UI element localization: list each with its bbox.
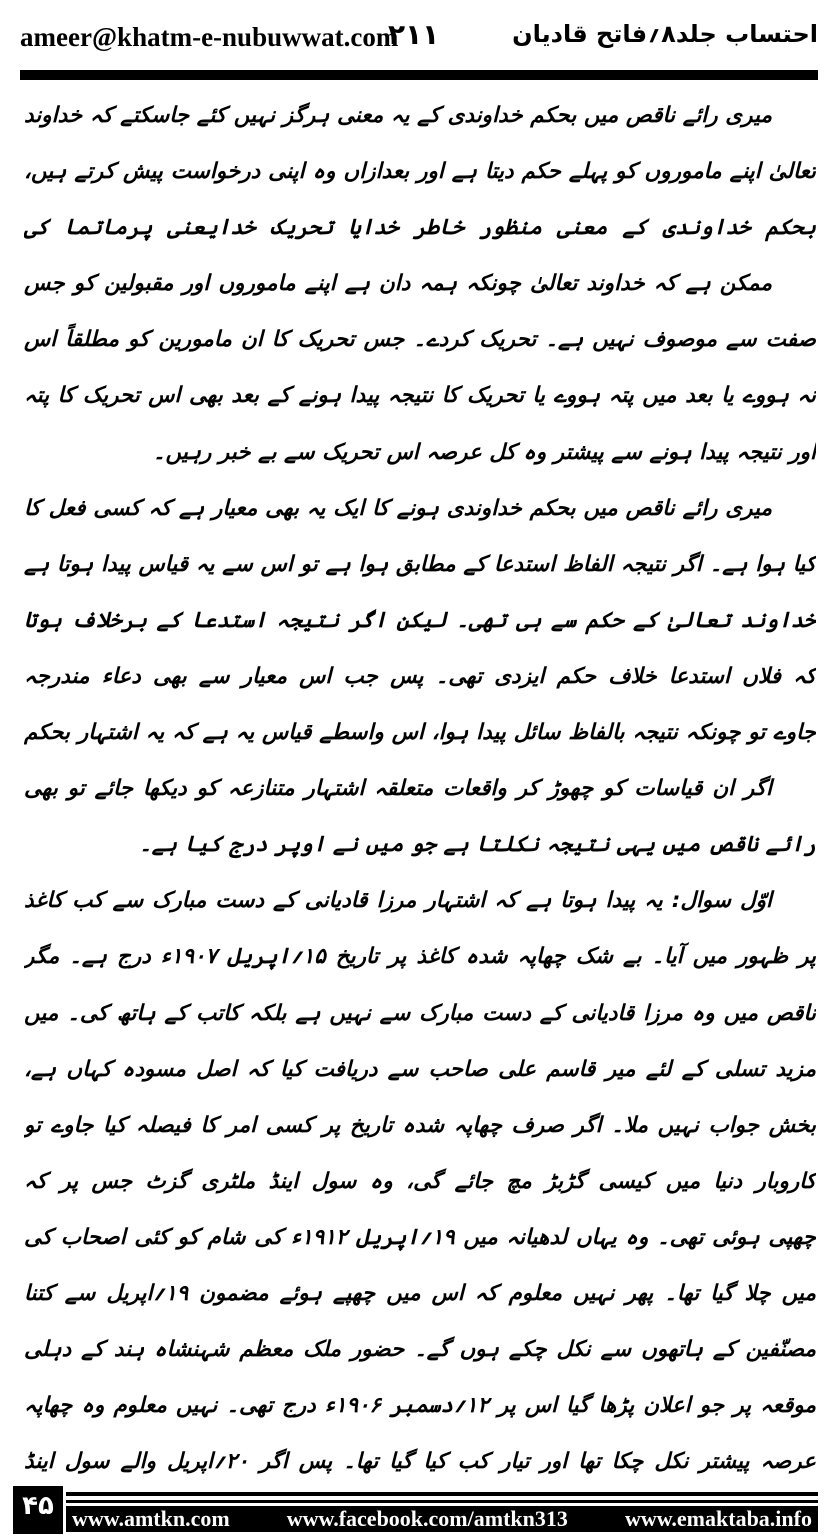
footer-divider: [66, 1500, 818, 1503]
sheet-number: ۴۵: [13, 1486, 63, 1534]
text-line: جاوے تو چونکہ نتیجہ بالفاظ سائل پیدا ہوا، اس واسطے قیاس یہ ہے کہ یہ اشتہار بحکم: [24, 720, 816, 746]
text-line: چھپی ہوئی تھی۔ وہ یہاں لدھیانہ میں ۱۹؍اپریل ۱۹۱۲ء کی شام کو کئی اصحاب کی: [24, 1224, 816, 1250]
text-line: عرصہ پیشتر نکل چکا تھا اور تیار کب کیا گیا تھا۔ پس اگر ۲۰؍اپریل والے سول اینڈ: [24, 1449, 816, 1475]
footer-link[interactable]: www.facebook.com/amtkn313: [286, 1506, 568, 1531]
text-line: مزید تسلی کے لئے میر قاسم علی صاحب سے دریافت کیا کہ اصل مسودہ کہاں ہے،: [24, 1056, 816, 1082]
text-line: موقعہ پر جو اعلان پڑھا گیا اس پر ۱۲؍دسمبر ۱۹۰۶ء درج تھی۔ نہیں معلوم وہ چھاپہ: [24, 1393, 816, 1419]
body-text: [24, 88, 816, 1490]
text-line: مصنّفین کے ہاتھوں سے نکل چکے ہوں گے۔ حضور ملک معظم شہنشاہ ہند کے دہلی: [24, 1337, 816, 1363]
text-line: بخش جواب نہیں ملا۔ اگر صرف چھاپہ شدہ تاریخ پر کسی امر کا فیصلہ کیا جاوے تو: [24, 1112, 816, 1138]
text-line: میری رائے ناقص میں بحکم خداوندی ہونے کا ایک یہ بھی معیار ہے کہ کسی فعل کا: [24, 495, 772, 521]
text-line: میری رائے ناقص میں بحکم خداوندی کے یہ معنی ہرگز نہیں کئے جاسکتے کہ خداوند: [24, 103, 772, 128]
text-line: رائے ناقص میں یہی نتیجہ نکلتا ہے جو میں نے اوپر درج کیا ہے۔: [139, 832, 816, 858]
footer-link[interactable]: www.amtkn.com: [72, 1506, 230, 1531]
page-number: ۲۱۱: [388, 18, 440, 51]
text-line: خداوند تعالیٰ کے حکم سے ہی تھی۔ لیکن اگر نتیجہ استدعا کے برخلاف ہوتا: [24, 607, 816, 633]
text-line: ممکن ہے کہ خداوند تعالیٰ چونکہ ہمہ دان ہے اپنے ماموروں اور مقبولین کو جس: [24, 271, 772, 297]
header-email: ameer@khatm-e-nubuwwat.com: [20, 22, 399, 52]
text-line: کیا ہوا ہے۔ اگر نتیجہ الفاظ استدعا کے مطابق ہوا ہے تو اس سے یہ قیاس پیدا ہوتا ہے: [24, 551, 816, 577]
text-line: ناقص میں وہ مرزا قادیانی کے دست مبارک سے نہیں ہے بلکہ کاتب کے ہاتھ کی۔ میں: [24, 1000, 816, 1026]
footer-links: [66, 1506, 818, 1532]
text-line: اور نتیجہ پیدا ہونے سے پیشتر وہ کل عرصہ اس تحریک سے بے خبر رہیں۔: [152, 439, 816, 465]
footer-link[interactable]: www.emaktaba.info: [624, 1506, 812, 1531]
text-line: کاروبار دنیا میں کیسی گڑبڑ مچ جائے گی، وہ سول اینڈ ملٹری گزٹ جس پر کہ: [24, 1168, 816, 1194]
text-line: صفت سے موصوف نہیں ہے۔ تحریک کردے۔ جس تحریک کا ان مامورین کو مطلقاً اس: [24, 327, 816, 353]
text-line: بحکم خداوندی کے معنی منظور خاطر خدایا تحریک خدایعنی پرماتما کی: [24, 215, 816, 241]
footer-divider: [66, 1492, 818, 1496]
text-line: اگر ان قیاسات کو چھوڑ کر واقعات متعلقہ اشتہار متنازعہ کو دیکھا جائے تو بھی: [24, 776, 772, 802]
text-line: اوّل سوال: یہ پیدا ہوتا ہے کہ اشتہار مرزا قادیانی کے دست مبارک سے کب کاغذ: [24, 888, 772, 914]
text-line: کہ فلاں استدعا خلاف حکم ایزدی تھی۔ پس جب اس معیار سے بھی دعاء مندرجہ: [24, 663, 816, 689]
text-line: پر ظہور میں آیا۔ بے شک چھاپہ شدہ کاغذ پر تاریخ ۱۵؍اپریل ۱۹۰۷ء درج ہے۔ مگر: [24, 944, 816, 970]
text-line: میں چلا گیا تھا۔ پھر نہیں معلوم کہ اس میں چھپے ہوئے مضمون ۱۹؍اپریل سے کتنا: [24, 1280, 816, 1306]
page-header: [20, 14, 818, 64]
book-title: احتساب جلد۸؍فاتح قادیان: [512, 20, 818, 48]
text-line: تعالیٰ اپنے ماموروں کو پہلے حکم دیتا ہے اور بعدازاں وہ اپنی درخواست پیش کرتے ہیں،: [24, 159, 816, 185]
header-divider: [20, 70, 818, 80]
text-line: نہ ہووے یا بعد میں پتہ ہووے یا تحریک کا نتیجہ پیدا ہونے کے بعد بھی اس تحریک کا پتہ: [24, 383, 816, 409]
